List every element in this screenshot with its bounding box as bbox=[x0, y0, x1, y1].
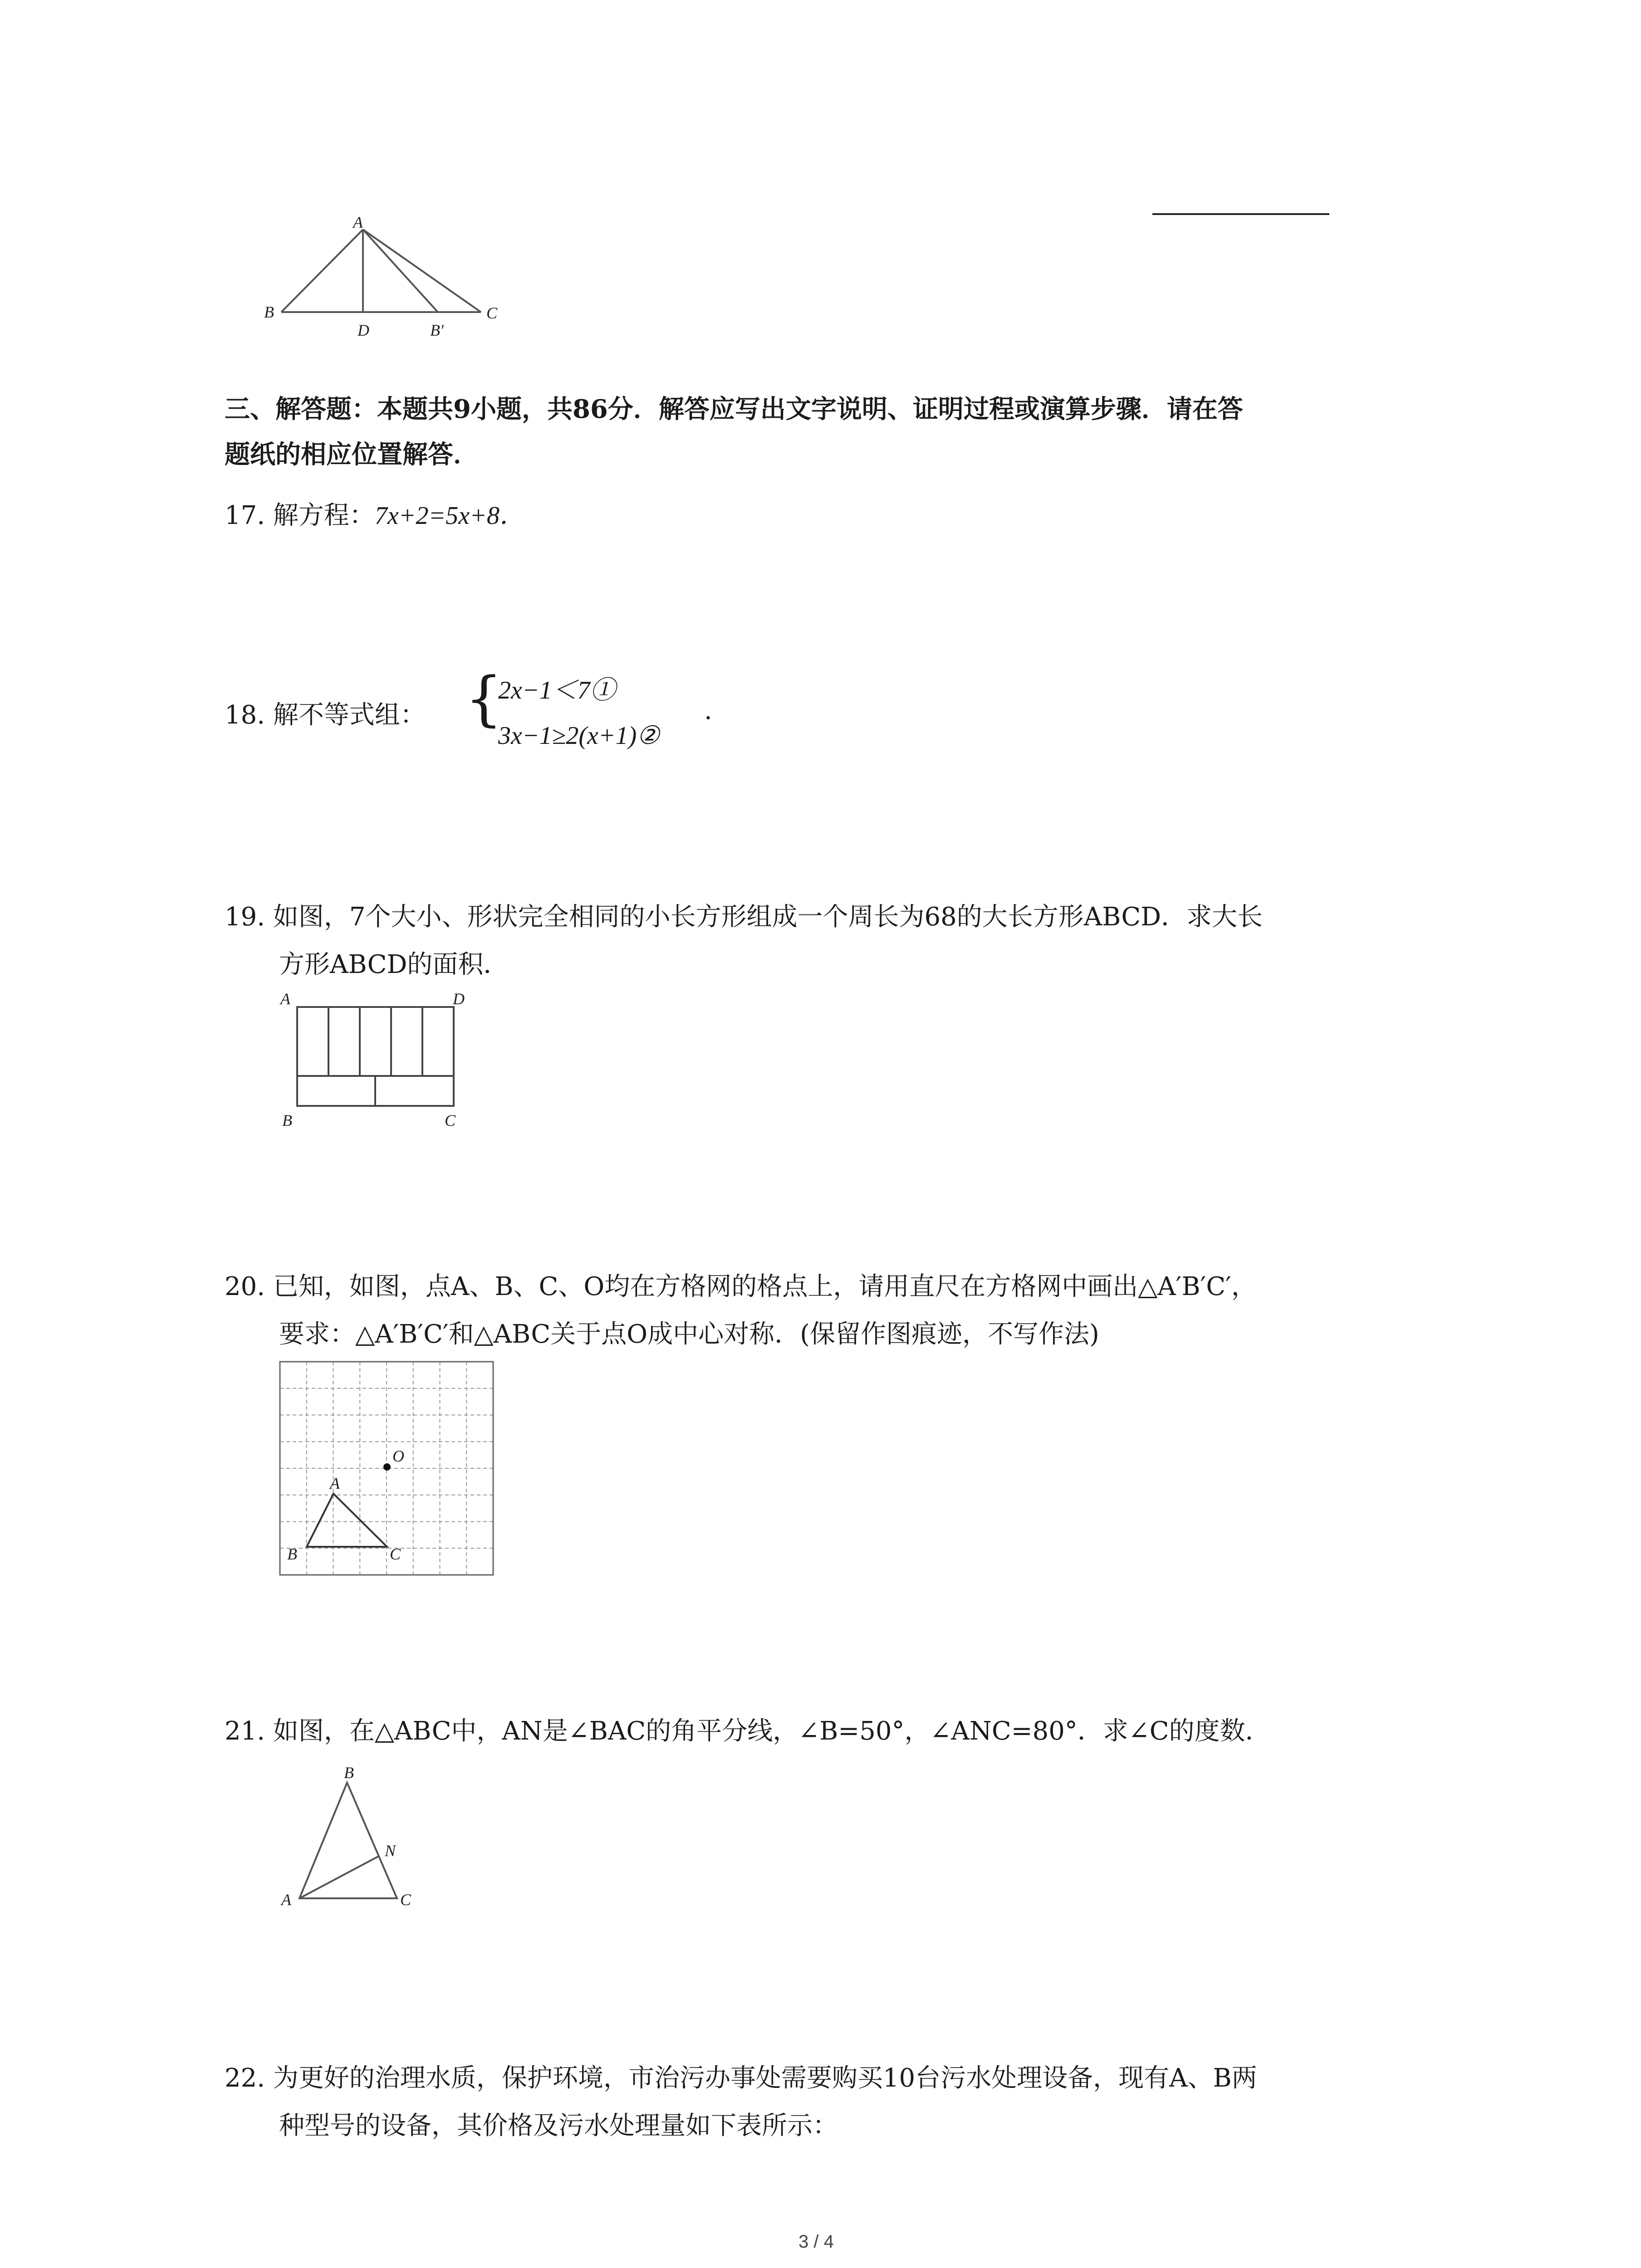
page-number: 3 / 4 bbox=[798, 2232, 834, 2252]
point-label-a: A bbox=[330, 1474, 340, 1492]
question-text: 解方程： bbox=[273, 501, 375, 530]
question-number: 18. bbox=[225, 700, 265, 730]
question-19-cont: 方形ABCD的面积． bbox=[279, 950, 509, 979]
question-number: 20. bbox=[225, 1272, 265, 1301]
question-22 bbox=[225, 2055, 1257, 2102]
system-brace: { bbox=[465, 664, 503, 733]
point-label-b: B bbox=[282, 1111, 292, 1129]
question-19 bbox=[225, 894, 1263, 941]
point-label-c: C bbox=[400, 1891, 411, 1909]
inequality-2: 3x−1≥2(x+1)② bbox=[498, 722, 660, 750]
question-21 bbox=[225, 1708, 1271, 1755]
point-label-a: A bbox=[281, 1891, 291, 1909]
question-text: 如图，7个大小、形状完全相同的小长方形组成一个周长为68的大长方形ABCD．求大长 bbox=[273, 902, 1263, 932]
point-label-n: N bbox=[385, 1842, 396, 1860]
section-heading: 三、解答题：本题共9小题，共86分．解答应写出文字说明、证明过程或演算步骤．请在答 bbox=[225, 394, 1243, 424]
point-label-b: B bbox=[344, 1764, 354, 1782]
section-heading-cont: 题纸的相应位置解答． bbox=[225, 440, 479, 469]
point-label-a: A bbox=[280, 990, 290, 1008]
question-number: 19. bbox=[225, 902, 265, 932]
figure-triangle-abc-fold bbox=[264, 213, 508, 345]
point-label-d: D bbox=[358, 321, 369, 339]
point-label-b: B bbox=[264, 303, 274, 321]
point-label-o: O bbox=[392, 1447, 404, 1465]
question-number: 22. bbox=[225, 2063, 265, 2093]
question-text: 已知，如图，点A、B、C、O均在方格网的格点上，请用直尺在方格网中画出△A′B′C′， bbox=[273, 1272, 1257, 1301]
question-17 bbox=[225, 492, 525, 539]
question-18 bbox=[225, 692, 426, 739]
question-text: 解不等式组： bbox=[273, 700, 426, 730]
point-label-b-prime: B′ bbox=[430, 321, 444, 339]
question-20-cont: 要求：△A′B′C′和△ABC关于点O成中心对称．(保留作图痕迹，不写作法) bbox=[279, 1320, 1099, 1349]
point-label-c: C bbox=[445, 1111, 456, 1129]
equation: 7x+2=5x+8． bbox=[374, 502, 525, 530]
question-text: 如图，在△ABC中，AN是∠BAC的角平分线，∠B=50°，∠ANC=80°．求∠C的度数． bbox=[273, 1716, 1271, 1746]
point-label-c: C bbox=[390, 1545, 401, 1563]
point-label-c: C bbox=[486, 304, 498, 322]
inequality-1: 2x−1＜7① bbox=[498, 676, 616, 704]
answer-blank-line bbox=[1152, 213, 1329, 215]
figure-grid-triangle bbox=[279, 1361, 506, 1579]
point-label-b: B bbox=[287, 1545, 297, 1563]
question-number: 17. bbox=[225, 501, 265, 530]
system-end-period: . bbox=[704, 696, 712, 725]
point-label-d: D bbox=[453, 990, 465, 1008]
question-20 bbox=[225, 1263, 1257, 1310]
figure-rectangle-abcd bbox=[277, 989, 467, 1134]
question-number: 21. bbox=[225, 1716, 265, 1746]
question-22-cont: 种型号的设备，其价格及污水处理量如下表所示： bbox=[279, 2111, 838, 2141]
point-label-a: A bbox=[353, 213, 363, 231]
question-text: 为更好的治理水质，保护环境，市治污办事处需要购买10台污水处理设备，现有A、B两 bbox=[273, 2063, 1257, 2093]
figure-triangle-abc-bisector bbox=[277, 1760, 431, 1923]
